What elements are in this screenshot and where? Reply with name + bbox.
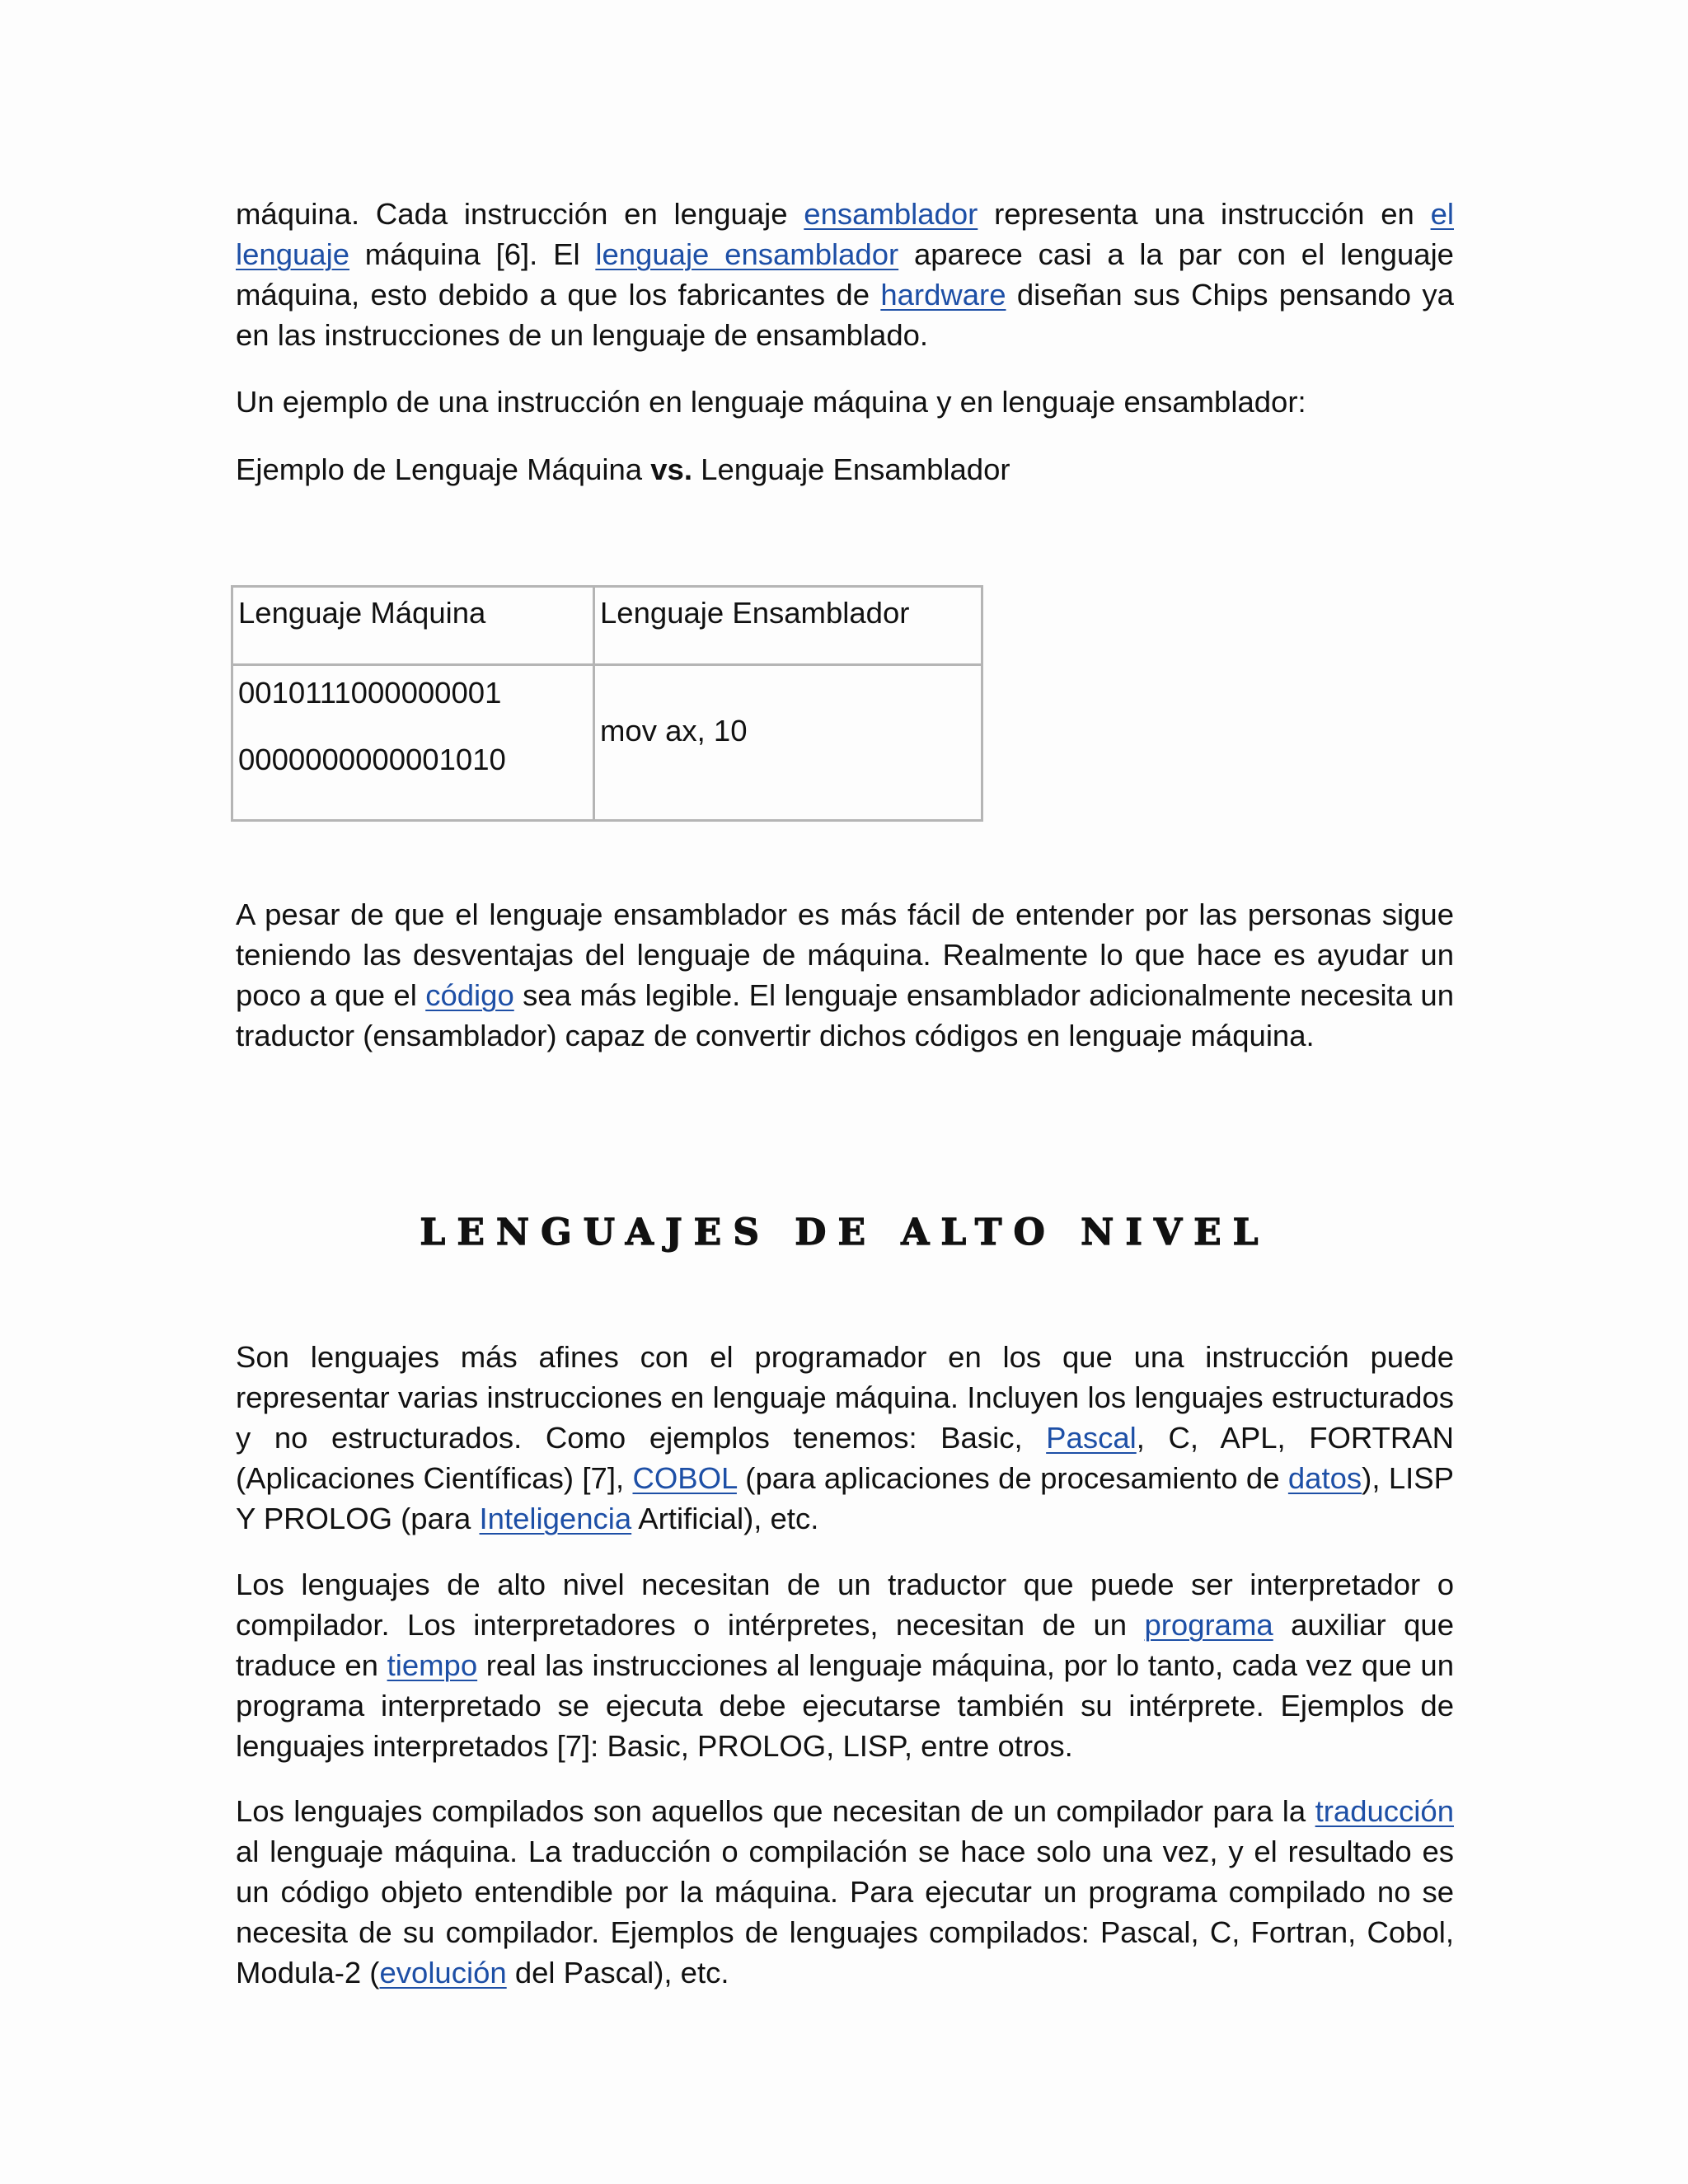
text: máquina. Cada instrucción en lenguaje <box>236 197 804 231</box>
link-programa[interactable]: programa <box>1144 1608 1273 1642</box>
table-header-row <box>232 587 982 665</box>
paragraph-assembly-intro <box>236 194 1454 355</box>
link-traduccion[interactable]: traducción <box>1315 1794 1454 1828</box>
text: representa una instrucción en <box>978 197 1431 231</box>
paragraph-interpreters <box>236 1564 1454 1766</box>
text: diseñan sus Chips pensando ya en las instrucciones de un lenguaje de ensamblado. <box>236 278 1454 352</box>
link-lenguaje-ensamblador[interactable]: lenguaje ensamblador <box>595 237 899 271</box>
text: aparece casi a la par con el lenguaje máquina, esto debido a que los fabricantes de <box>236 237 1454 312</box>
header-machine-language: Lenguaje Máquina <box>232 587 594 665</box>
text: Ejemplo de Lenguaje Máquina <box>236 452 651 486</box>
link-tiempo[interactable]: tiempo <box>387 1648 478 1682</box>
table-caption <box>236 449 1010 490</box>
text: , C, APL, FORTRAN (Aplicaciones Científicas) [7], <box>236 1421 1454 1495</box>
text: Lenguaje Ensamblador <box>692 452 1010 486</box>
text: Son lenguajes más afines con el programador en los que una instrucción puede representar varias instrucciones en lenguaje máquina. Incluyen los lenguajes estructurados y no estructurados. Como ejemplos tenemos: Basic, <box>236 1340 1454 1455</box>
link-inteligencia[interactable]: Inteligencia <box>479 1502 632 1535</box>
text: Los lenguajes de alto nivel necesitan de un traductor que puede ser interpretador o compilador. Los interpretadores o intérpretes, necesitan de un <box>236 1568 1454 1642</box>
machine-code-line-2: 0000000000001010 <box>238 743 506 776</box>
paragraph-example-intro: Un ejemplo de una instrucción en lenguaje máquina y en lenguaje ensamblador: <box>236 385 1306 419</box>
table-row <box>232 665 982 821</box>
machine-code-line-1: 0010111000000001 <box>238 676 502 710</box>
section-heading: LENGUAJES DE ALTO NIVEL <box>420 1212 1270 1254</box>
link-datos[interactable]: datos <box>1287 1461 1362 1495</box>
bold-vs: vs. <box>650 452 692 486</box>
text: al lenguaje máquina. La traducción o compilación se hace solo una vez, y el resultado es un código objeto entendible por la máquina. Para ejecutar un programa compilado no se necesita de su compilador. Ejemplos de lenguajes compilados: Pascal, C, Fortran, Cobol, Modula-2 ( <box>236 1835 1454 1990</box>
paragraph-compilers <box>236 1791 1454 1993</box>
text: ), LISP Y PROLOG (para <box>236 1461 1454 1535</box>
header-assembly-language: Lenguaje Ensamblador <box>594 587 982 665</box>
cell-assembly-code: mov ax, 10 <box>594 665 982 821</box>
paragraph-assembly-disadvantages <box>236 894 1454 1056</box>
text: real las instrucciones al lenguaje máquina, por lo tanto, cada vez que un programa interpretado se ejecuta debe ejecutarse también su intérprete. Ejemplos de lenguajes interpretados [7]: Basic, PROLOG, LISP, entre otros. <box>236 1648 1455 1763</box>
cell-machine-code <box>232 665 594 821</box>
text: Artificial), etc. <box>631 1502 819 1535</box>
link-evolucion[interactable]: evolución <box>379 1956 507 1990</box>
link-pascal[interactable]: Pascal <box>1046 1421 1137 1455</box>
text: (para aplicaciones de procesamiento de <box>736 1461 1288 1495</box>
text: sea más legible. El lenguaje ensamblador adicionalmente necesita un traductor (ensamblador) capaz de convertir dichos códigos en lenguaje máquina. <box>236 978 1454 1052</box>
text: máquina [6]. El <box>349 237 596 271</box>
paragraph-high-level-definition <box>236 1337 1454 1539</box>
link-ensamblador[interactable]: ensamblador <box>804 197 978 231</box>
text: A pesar de que el lenguaje ensamblador es más fácil de entender por las personas sigue teniendo las desventajas del lenguaje de máquina. Realmente lo que hace es ayudar un poco a que el <box>236 898 1454 1012</box>
link-codigo[interactable]: código <box>425 978 514 1012</box>
text: del Pascal), etc. <box>506 1956 729 1990</box>
link-el-lenguaje[interactable]: el lenguaje <box>236 197 1454 271</box>
link-hardware[interactable]: hardware <box>880 278 1006 312</box>
text: Los lenguajes compilados son aquellos que necesitan de un compilador para la <box>236 1794 1315 1828</box>
comparison-table <box>231 585 983 822</box>
link-cobol[interactable]: COBOL <box>632 1461 737 1495</box>
text: auxiliar que traduce en <box>236 1608 1454 1682</box>
